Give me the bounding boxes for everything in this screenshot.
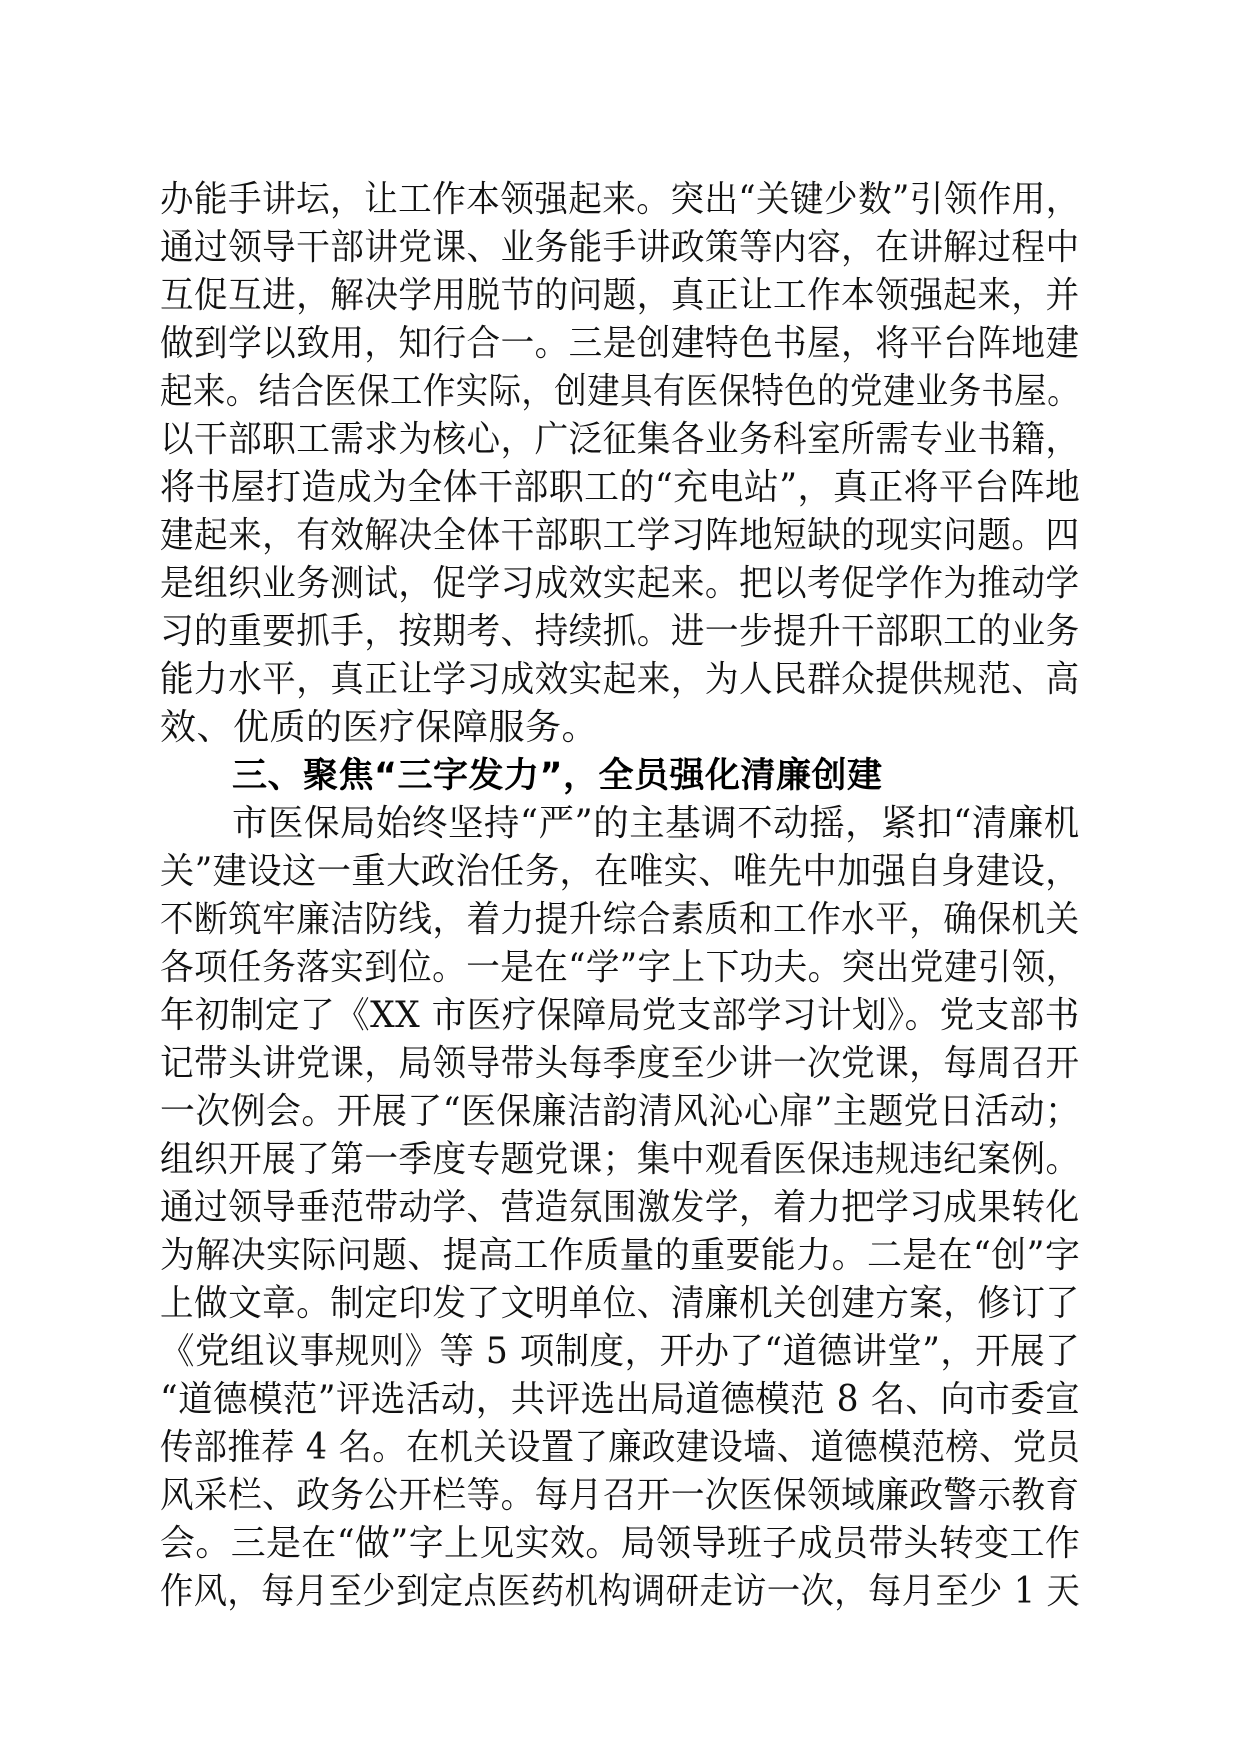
body-text-line: 建起来，有效解决全体干部职工学习阵地短缺的现实问题。四 <box>160 515 1080 556</box>
body-text-line: 风采栏、政务公开栏等。每月召开一次医保领域廉政警示教育 <box>160 1475 1080 1516</box>
body-text-line: 一次例会。开展了“医保廉洁韵清风沁心扉”主题党日活动； <box>160 1091 1081 1132</box>
body-text-line: 传部推荐 4 名。在机关设置了廉政建设墙、道德模范榜、党员 <box>160 1427 1081 1468</box>
body-text-line: 市医保局始终坚持“严”的主基调不动摇，紧扣“清廉机 <box>232 803 1080 844</box>
body-text-line: 习的重要抓手，按期考、持续抓。进一步提升干部职工的业务 <box>160 611 1080 652</box>
body-text-line: 通过领导干部讲党课、业务能手讲政策等内容，在讲解过程中 <box>160 227 1080 268</box>
body-text-line: “道德模范”评选活动，共评选出局道德模范 8 名、向市委宣 <box>160 1379 1081 1420</box>
body-text-line: 《党组议事规则》等 5 项制度，开办了“道德讲堂”，开展了 <box>160 1331 1081 1372</box>
body-text-line: 是组织业务测试，促学习成效实起来。把以考促学作为推动学 <box>160 563 1080 604</box>
body-text-line: 互促互进，解决学用脱节的问题，真正让工作本领强起来，并 <box>160 275 1080 316</box>
body-text-line: 起来。结合医保工作实际，创建具有医保特色的党建业务书屋。 <box>160 371 1081 412</box>
body-text-line: 做到学以致用，知行合一。三是创建特色书屋，将平台阵地建 <box>160 323 1080 364</box>
body-text-line: 以干部职工需求为核心，广泛征集各业务科室所需专业书籍， <box>160 419 1080 460</box>
body-text-line: 会。三是在“做”字上见实效。局领导班子成员带头转变工作 <box>160 1523 1081 1564</box>
body-text-line: 将书屋打造成为全体干部职工的“充电站”，真正将平台阵地 <box>160 467 1081 508</box>
body-text-line: 为解决实际问题、提高工作质量的重要能力。二是在“创”字 <box>160 1235 1081 1276</box>
body-text-line: 关”建设这一重大政治任务，在唯实、唯先中加强自身建设， <box>160 851 1080 892</box>
body-text-line: 各项任务落实到位。一是在“学”字上下功夫。突出党建引领， <box>160 947 1080 988</box>
body-text-line: 不断筑牢廉洁防线，着力提升综合素质和工作水平，确保机关 <box>160 899 1080 940</box>
body-text-line: 办能手讲坛，让工作本领强起来。突出“关键少数”引领作用， <box>160 179 1080 220</box>
body-text-line: 通过领导垂范带动学、营造氛围激发学，着力把学习成果转化 <box>160 1187 1080 1228</box>
section-heading: 三、聚焦“三字发力”，全员强化清廉创建 <box>232 756 883 796</box>
body-text-line: 能力水平，真正让学习成效实起来，为人民群众提供规范、高 <box>160 659 1080 700</box>
body-text-line: 效、优质的医疗保障服务。 <box>160 707 599 748</box>
body-text-line: 组织开展了第一季度专题党课；集中观看医保违规违纪案例。 <box>160 1139 1080 1180</box>
body-text-line: 记带头讲党课，局领导带头每季度至少讲一次党课，每周召开 <box>160 1043 1080 1084</box>
body-text-line: 上做文章。制定印发了文明单位、清廉机关创建方案，修订了 <box>160 1283 1080 1324</box>
body-text-line: 年初制定了《XX 市医疗保障局党支部学习计划》。党支部书 <box>160 995 1080 1036</box>
body-text-line: 作风，每月至少到定点医药机构调研走访一次，每月至少 1 天 <box>160 1571 1081 1612</box>
